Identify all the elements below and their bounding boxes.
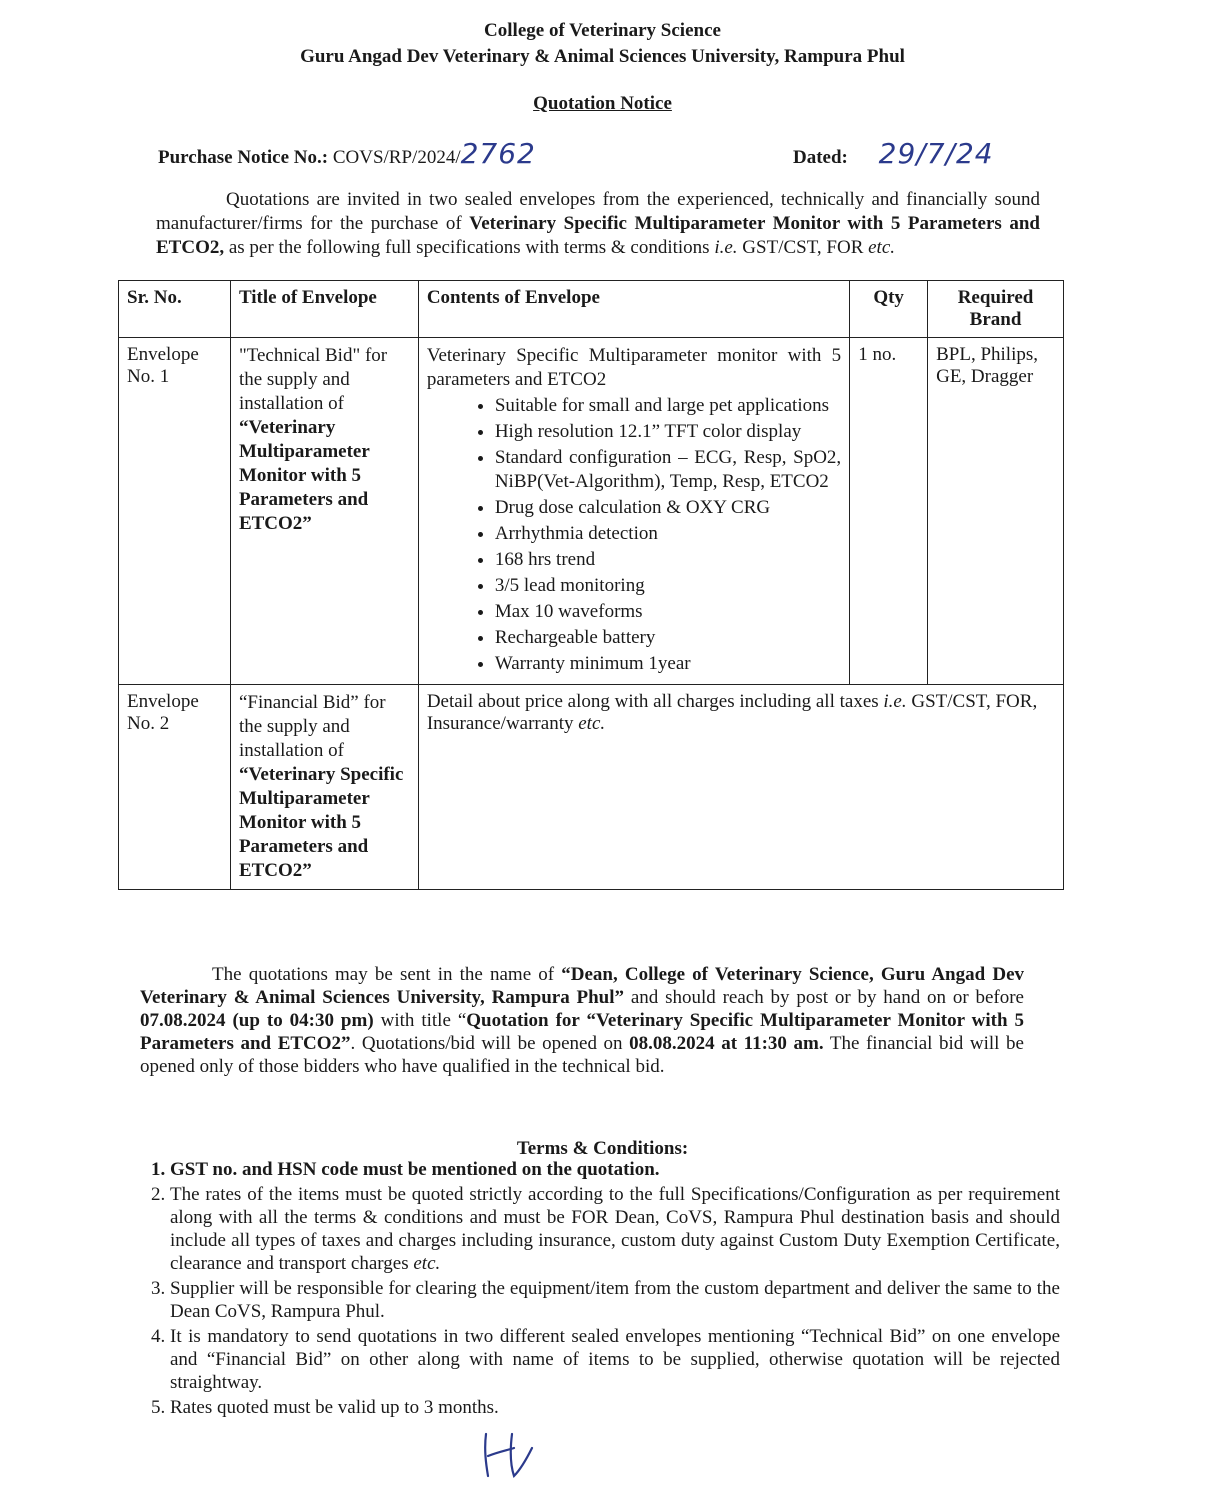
terms-list bbox=[130, 1158, 1060, 1421]
handwritten-signature bbox=[478, 1430, 538, 1490]
header-brand: Required Brand bbox=[928, 281, 1064, 338]
university-name: Guru Angad Dev Veterinary & Animal Sciences University, Rampura Phul bbox=[300, 46, 905, 67]
list-item: • Standard configuration – ECG, Resp, SpO2, NiBP(Vet-Algorithm), Temp, Resp, ETCO2 bbox=[495, 446, 841, 494]
envelope-2-title: “Financial Bid” for the supply and installation of “Veterinary Specific Multiparameter Monitor with 5 Parameters and ETCO2” bbox=[230, 685, 418, 890]
dated-label: Dated: bbox=[793, 147, 848, 168]
specification-list bbox=[427, 394, 841, 676]
purchase-label: Purchase Notice No.: bbox=[158, 147, 329, 168]
list-item: • 168 hrs trend bbox=[495, 548, 841, 572]
list-item: • Warranty minimum 1year bbox=[495, 652, 841, 676]
envelope-1-qty: 1 no. bbox=[850, 338, 928, 685]
handwritten-date: 29/7/24 bbox=[878, 137, 994, 170]
term-item: 4. It is mandatory to send quotations in two different sealed envelopes mentioning “Technical Bid” on one envelope and “Financial Bid” on other along with name of items to be supplied, otherwise quotation will be rejected straightway. bbox=[170, 1325, 1060, 1394]
header-sr-no: Sr. No. bbox=[119, 281, 231, 338]
college-name: College of Veterinary Science bbox=[484, 20, 721, 41]
dated-line bbox=[793, 137, 994, 170]
purchase-number: COVS/RP/2024/ bbox=[332, 147, 461, 168]
envelope-2-sr: Envelope No. 2 bbox=[119, 685, 231, 890]
list-item: • Suitable for small and large pet applications bbox=[495, 394, 841, 418]
term-item: 1. GST no. and HSN code must be mentioned on the quotation. bbox=[170, 1158, 1060, 1181]
list-item: • Rechargeable battery bbox=[495, 626, 841, 650]
handwritten-purchase-number: 2762 bbox=[460, 137, 536, 170]
envelope-table bbox=[118, 280, 1064, 890]
terms-title: Terms & Conditions: bbox=[516, 1138, 689, 1159]
term-item: 2. The rates of the items must be quoted strictly according to the full Specifications/Configuration as per requirement along with all the terms & conditions and must be FOR Dean, CoVS, Rampura Phul destination basis and should include all types of taxes and charges including insurance, custom duty against Custom Duty Exemption Certificate, clearance and transport charges etc. bbox=[170, 1183, 1060, 1275]
envelope-1-title: "Technical Bid" for the supply and installation of “Veterinary Multiparameter Monitor with 5 Parameters and ETCO2” bbox=[230, 338, 418, 685]
envelope-2-contents: Detail about price along with all charges including all taxes i.e. GST/CST, FOR, Insurance/warranty etc. bbox=[418, 685, 1063, 890]
envelope-1-sr: Envelope No. 1 bbox=[119, 338, 231, 685]
term-item: 3. Supplier will be responsible for clearing the equipment/item from the custom department and deliver the same to the Dean CoVS, Rampura Phul. bbox=[170, 1277, 1060, 1323]
item-name: Veterinary Specific Multiparameter Monitor with 5 Parameters and ETCO2, bbox=[156, 213, 1040, 258]
header-title: Title of Envelope bbox=[230, 281, 418, 338]
purchase-notice-line bbox=[158, 137, 536, 170]
header-qty: Qty bbox=[850, 281, 928, 338]
list-item: • 3/5 lead monitoring bbox=[495, 574, 841, 598]
table-header-row bbox=[119, 281, 1064, 338]
list-item: • Arrhythmia detection bbox=[495, 522, 841, 546]
table-row bbox=[119, 685, 1064, 890]
term-item: 5. Rates quoted must be valid up to 3 months. bbox=[170, 1396, 1060, 1419]
submission-paragraph: The quotations may be sent in the name of “Dean, College of Veterinary Science, Guru Angad Dev Veterinary & Animal Sciences University, Rampura Phul” and should reach by post or by hand on or before 07.08.2024 (up to 04:30 pm) with title “Quotation for “Veterinary Specific Multiparameter Monitor with 5 Parameters and ETCO2”. Quotations/bid will be opened on 08.08.2024 at 11:30 am. The financial bid will be opened only of those bidders who have qualified in the technical bid. bbox=[140, 964, 1024, 1077]
list-item: • Drug dose calculation & OXY CRG bbox=[495, 496, 841, 520]
envelope-1-contents: Veterinary Specific Multiparameter monitor with 5 parameters and ETCO2 • Suitable for small and large pet applications • High resolution 12.1” TFT color display • Standard configuration – ECG, Resp, SpO2, NiBP(Vet-Algorithm), Temp, Resp, ETCO2 • Drug dose calculation & OXY CRG • Arrhythmia detection • 168 hrs trend • 3/5 lead monitoring • Max 10 waveforms • Rechargeable battery • Warranty minimum 1year bbox=[418, 338, 849, 685]
envelope-1-brand: BPL, Philips, GE, Dragger bbox=[928, 338, 1064, 685]
list-item: • Max 10 waveforms bbox=[495, 600, 841, 624]
signature-mark bbox=[478, 1430, 538, 1480]
list-item: • High resolution 12.1” TFT color display bbox=[495, 420, 841, 444]
header-contents: Contents of Envelope bbox=[418, 281, 849, 338]
submission-deadline: 07.08.2024 (up to 04:30 pm) bbox=[140, 1010, 374, 1031]
table-row bbox=[119, 338, 1064, 685]
intro-paragraph: Quotations are invited in two sealed envelopes from the experienced, technically and financially sound manufacturer/firms for the purchase of Veterinary Specific Multiparameter Monitor with 5 Parameters and ETCO2, as per the following full specifications with terms & conditions i.e. GST/CST, FOR etc. bbox=[156, 189, 1040, 258]
notice-title: Quotation Notice bbox=[533, 93, 672, 114]
opening-date: 08.08.2024 at 11:30 am. bbox=[629, 1033, 824, 1054]
